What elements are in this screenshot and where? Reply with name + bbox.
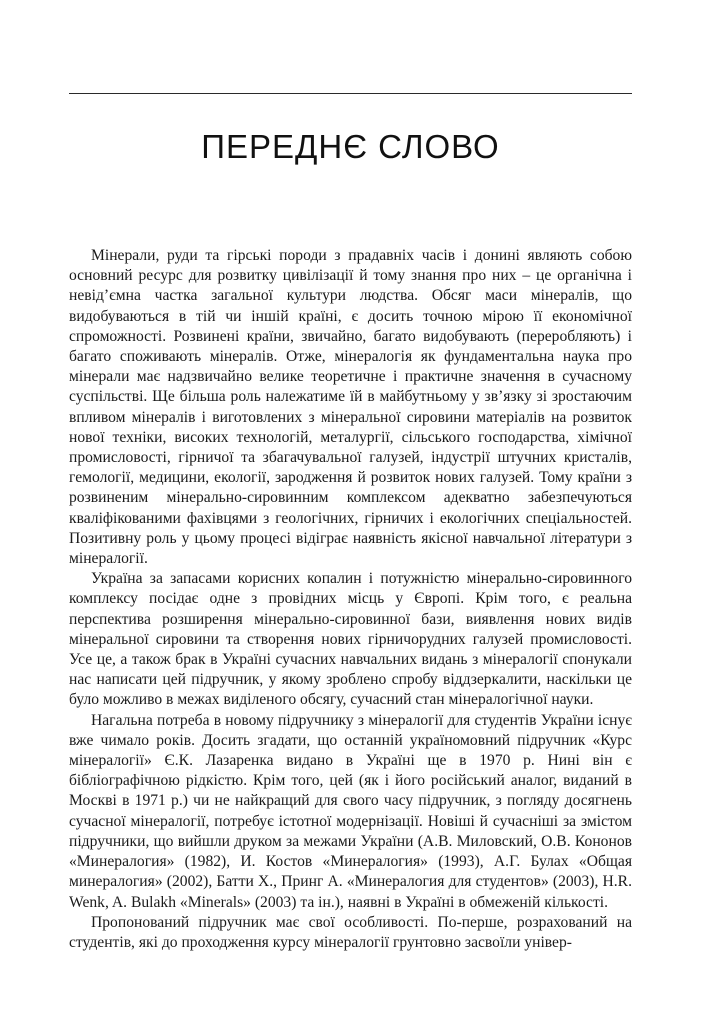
chapter-heading: ПЕРЕДНЄ СЛОВО: [201, 128, 500, 165]
header-rule: [69, 93, 632, 94]
paragraph-2: Україна за запасами корисних копалин і потужністю мінерально-сировинного комплексу посідає одне з провідних місць у Європі. Крім того, є реальна перспектива розширення мінерально-сировинної бази, виявлення нових видів мінеральної сировини та створення нових гірничорудних галузей промисловості. Усе це, а також брак в Україні сучасних навчальних видань з мінералогії спонукали нас написати цей підручник, у якому зроблено спробу віддзеркалити, наскільки це було можливо в межах виділеного обсягу, сучасний стан мінералогічної науки.: [69, 570, 632, 709]
paragraph-4: Пропонований підручник має свої особливості. По-перше, розрахований на студентів, які до проходження курсу мінералогії грунтовно засвоїли універ-: [69, 913, 632, 951]
paragraph-3: Нагальна потреба в новому підручнику з мінералогії для студентів України існує вже чимало років. Досить згадати, що останній україномовний підручник «Курс мінералогії» Є.К. Лазаренка видано в Україні ще в 1970 р. Нині він є бібліографічною рідкістю. Крім того, цей (як і його російський аналог, виданий в Москві в 1971 р.) чи не найкращий для свого часу підручник, з погляду досягнень сучасної мінералогії, потребує істотної модернізації. Новіші й сучасніші за змістом підручники, що вийшли друком за межами України (А.В. Миловский, О.В. Кононов «Минералогия» (1982), И. Костов «Минералогия» (1993), А.Г. Булах «Общая минералогия» (2002), Батти Х., Принг А. «Минералогия для студентов» (2003), H.R. Wenk, A. Bulakh «Minerals» (2003) та ін.), наявні в Україні в обмеженій кількості.: [69, 711, 632, 911]
paragraph-1: Мінерали, руди та гірські породи з прадавніх часів і донині являють собою основний ресурс для розвитку цивілізації й тому знання про них – це органічна і невід’ємна частка загальної культури людства. Обсяг маси мінералів, що видобуваються в тій чи іншій країні, є досить точною мірою її економічної спроможності. Розвинені країни, звичайно, багато видобувають (переробляють) і багато споживають мінералів. Отже, мінералогія як фундаментальна наука про мінерали має надзвичайно велике теоретичне і практичне значення в сучасному суспільстві. Ще більша роль належатиме їй в майбутньому у зв’язку зі зростаючим впливом мінералів і виготовлених з мінеральної сировини матеріалів на розвиток нової техніки, високих технологій, металургії, сільського господарства, хімічної промисловості, гірничої та збагачувальної галузей, індустрії штучних кристалів, гемології, медицини, екології, зародження й розвиток нових галузей. Тому країни з розвиненим мінерально-сировинним комплексом адекватно забезпечуються кваліфікованими фахівцями з геологічних, гірничих і екологічних спеціальностей. Позитивну роль у цьому процесі відіграє наявність якісної навчальної літератури з мінералогії.: [69, 247, 632, 568]
body-text: [69, 246, 632, 953]
